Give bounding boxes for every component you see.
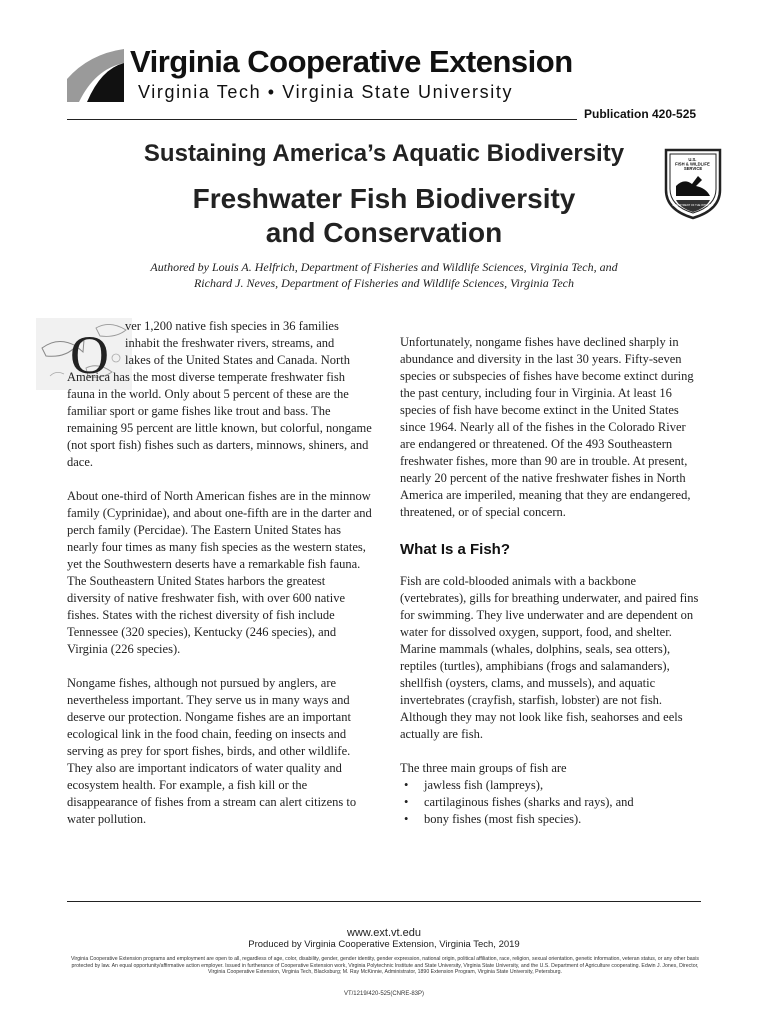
intro-rest: America has the most diverse temperate freshwater fish fauna in the world. Only about 5 percent of these are the familiar sport or game fishes like trout and bass. The remaining 95 percent are little known, but colorful, nongame (not sport fish) fishes such as darters, minnows, shiners, and dace.: [67, 370, 372, 469]
intro-line2: inhabit the freshwater rivers, streams, and: [125, 336, 335, 350]
section-heading-what-is-a-fish: What Is a Fish?: [400, 541, 511, 558]
vce-logo-icon: [67, 49, 124, 102]
list-item: • cartilaginous fishes (sharks and rays), and: [400, 794, 704, 811]
svg-text:DEPARTMENT OF THE INTERIOR: DEPARTMENT OF THE INTERIOR: [672, 204, 714, 207]
footer-produced-by: Produced by Virginia Cooperative Extension, Virginia Tech, 2019: [248, 939, 520, 950]
paragraph-fish-definition: Fish are cold-blooded animals with a backbone (vertebrates), gills for breathing underwater, and paired fins for swimming. They live underwater and are dependent on water for dissolved oxygen, support, food, and shelter. Marine mammals (whales, dolphins, seals, sea otters), reptiles (turtles), amphibians (frogs and salamanders), shellfish (oysters, clams, and mussels), and aquatic invertebrates (crayfish, starfish, lobster) are not fish. Although they may not look like fish, seahorses and eels actually are fish.: [400, 574, 699, 741]
footer-publication-code: VT/1219/420-525(CNRE-83P): [343, 991, 425, 997]
footer-url[interactable]: www.ext.vt.edu: [347, 927, 421, 939]
left-column: [67, 318, 372, 828]
paragraph-groups-intro: The three main groups of fish are: [400, 761, 567, 775]
intro-line1: ver 1,200 native fish species in 36 families: [125, 319, 339, 333]
paragraph-families: About one-third of North American fishes are in the minnow family (Cyprinidae), and about one-fifth are in the darter and perch family (Percidae). The Eastern United States has nearly four times as many fish species as the western states, yet the Southwestern deserts have a remarkable fish fauna. The Southeastern United States harbors the greatest diversity of native freshwater fish, with over 600 native fishes. States with the richest diversity of fish include Tennessee (320 species), Kentucky (246 species), and Virginia (226 species).: [67, 489, 372, 656]
right-column: [400, 334, 704, 828]
main-title-line1: Freshwater Fish Biodiversity: [192, 183, 576, 214]
intro-line3: lakes of the United States and Canada. North: [125, 353, 350, 367]
svg-text:U.S. FISH & WILDLIFE S: U.S. FISH & WILDLIFE SERVICE: [675, 157, 710, 171]
org-name: Virginia Cooperative Extension: [130, 44, 573, 79]
series-title: Sustaining America’s Aquatic Biodiversity: [143, 140, 625, 167]
org-subtitle: Virginia Tech • Virginia State University: [138, 82, 514, 102]
fish-wildlife-service-badge-icon: [662, 146, 724, 220]
authors: [80, 259, 688, 291]
paragraph-nongame: Nongame fishes, although not pursued by anglers, are nevertheless important. They serve us in many ways and deserve our protection. Nongame fishes are an important ecological link in the food chain, feeding on insects and serving as prey for sport fishes, birds, and other wildlife. They also are important indicators of water quality and ecosystem health. For example, a fish kill or the disappearance of fishes from a stream can alert citizens to water pollution.: [67, 676, 357, 826]
main-title: [110, 182, 658, 250]
footer-legal-notice: Virginia Cooperative Extension programs and employment are open to all, regardless of age, color, disability, gender, gender identity, gender expression, national origin, political affiliation, race, religion, sexual orientation, genetic information, veteran status, or any other basis protected by law. An equal opportunity/affirmative action employer. Issued in furtherance of Cooperative Extension work, Virginia Polytechnic Institute and State University, Virginia State University, and the U.S. Department of Agriculture cooperating. Edwin J. Jones, Director, Virginia Cooperative Extension, Virginia Tech, Blacksburg; M. Ray McKinnie, Administrator, 1890 Extension Program, Virginia State University, Petersburg.: [71, 956, 699, 975]
authors-line2: Richard J. Neves, Department of Fisheries and Wildlife Sciences, Virginia Tech: [193, 276, 575, 290]
list-item: • bony fishes (most fish species).: [400, 811, 704, 828]
paragraph-decline: Unfortunately, nongame fishes have declined sharply in abundance and diversity in the last 30 years. Fifty-seven species or subspecies of fishes have become extinct during the past century, including four in Virginia. At least 16 species of fish have become extinct in the United States since 1964. Nearly all of the fishes in the Colorado River are endangered or threatened. Of the 493 Southeastern freshwater fishes, more than 90 are in trouble. At present, nearly 20 percent of the native freshwater fishes in North America are imperiled, meaning that they are endangered, threatened, or of special concern.: [400, 335, 694, 519]
main-title-line2: and Conservation: [265, 217, 503, 248]
header-rule: [67, 119, 577, 120]
footer-rule: [67, 901, 701, 902]
fish-groups-list: [400, 777, 704, 828]
publication-number: Publication 420-525: [584, 107, 697, 121]
list-item: • jawless fish (lampreys),: [400, 777, 704, 794]
dropcap-letter: O: [70, 325, 109, 385]
authors-line1: Authored by Louis A. Helfrich, Department of Fisheries and Wildlife Sciences, Virginia Tech, and: [150, 260, 618, 274]
paragraph-intro: [67, 318, 372, 471]
